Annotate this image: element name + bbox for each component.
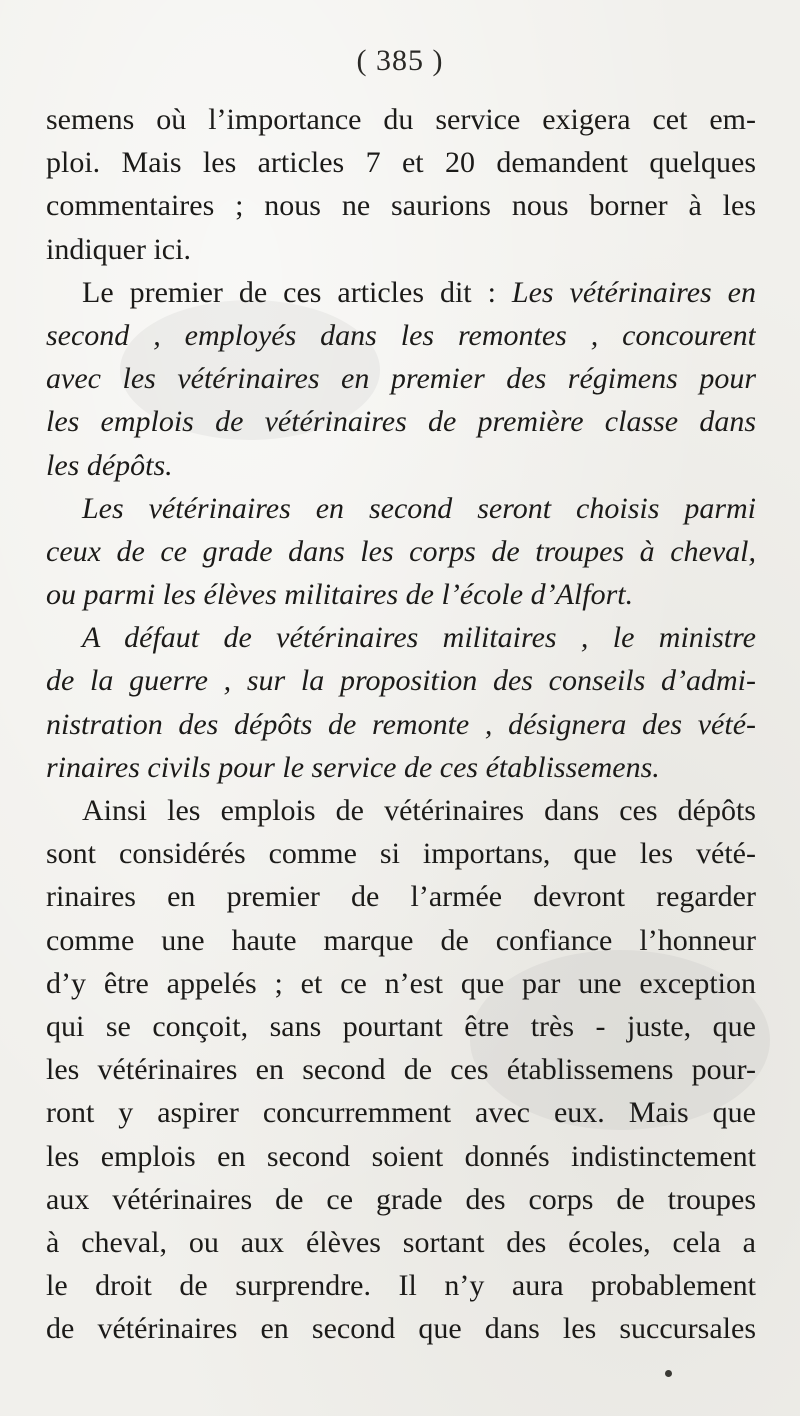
body-text xyxy=(46,98,756,1350)
text-line: avec les vétérinaires en premier des régimens pour xyxy=(46,362,756,396)
text-line: rinaires en premier de l’armée devront regarder xyxy=(46,880,756,914)
text-line: A défaut de vétérinaires militaires , le ministre xyxy=(82,621,756,655)
text-line: de la guerre , sur la proposition des conseils d’admi- xyxy=(46,664,756,698)
text-line: sont considérés comme si importans, que les vété- xyxy=(46,837,756,871)
text-line: aux vétérinaires de ce grade des corps de troupes xyxy=(46,1182,756,1216)
text-line: comme une haute marque de confiance l’honneur xyxy=(46,923,756,957)
text-line: de vétérinaires en second que dans les succursales xyxy=(46,1312,756,1346)
text-line xyxy=(46,271,756,314)
text-line: semens où l’importance du service exigera cet em- xyxy=(46,103,756,136)
text-roman: Le premier de ces articles dit : xyxy=(82,275,496,309)
text-line: ront y aspirer concurremment avec eux. Mais que xyxy=(46,1096,756,1130)
text-line: ceux de ce grade dans les corps de troupes à cheval, xyxy=(46,534,756,568)
page-number: ( 385 ) xyxy=(356,44,444,77)
text-line: les vétérinaires en second de ces établissemens pour- xyxy=(46,1053,756,1087)
text-line: Les vétérinaires en second seront choisis parmi xyxy=(82,491,756,525)
text-line: rinaires civils pour le service de ces établissemens. xyxy=(46,750,660,784)
text-line: ploi. Mais les articles 7 et 20 demandent quelques xyxy=(46,146,756,180)
text-line: indiquer ici. xyxy=(46,232,191,266)
text-line: second , employés dans les remontes , concourent xyxy=(46,318,756,352)
text-line: ou parmi les élèves militaires de l’école d’Alfort. xyxy=(46,578,634,612)
text-line: qui se conçoit, sans pourtant être très - juste, que xyxy=(46,1009,756,1043)
text-line: les dépôts. xyxy=(46,448,173,482)
ink-dot xyxy=(665,1370,672,1377)
text-line: les emplois en second soient donnés indistinctement xyxy=(46,1139,756,1173)
text-line: nistration des dépôts de remonte , désignera des vété- xyxy=(46,707,756,741)
text-line: à cheval, ou aux élèves sortant des écoles, cela a xyxy=(46,1225,756,1259)
text-line: Ainsi les emplois de vétérinaires dans ces dépôts xyxy=(82,794,756,827)
text-line: commentaires ; nous ne saurions nous borner à les xyxy=(46,189,756,223)
text-line: d’y être appelés ; et ce n’est que par une exception xyxy=(46,966,756,1000)
text-line: les emplois de vétérinaires de première classe dans xyxy=(46,405,756,439)
text-line: le droit de surprendre. Il n’y aura probablement xyxy=(46,1269,756,1303)
text-italic: Les vétérinaires en xyxy=(511,275,756,309)
